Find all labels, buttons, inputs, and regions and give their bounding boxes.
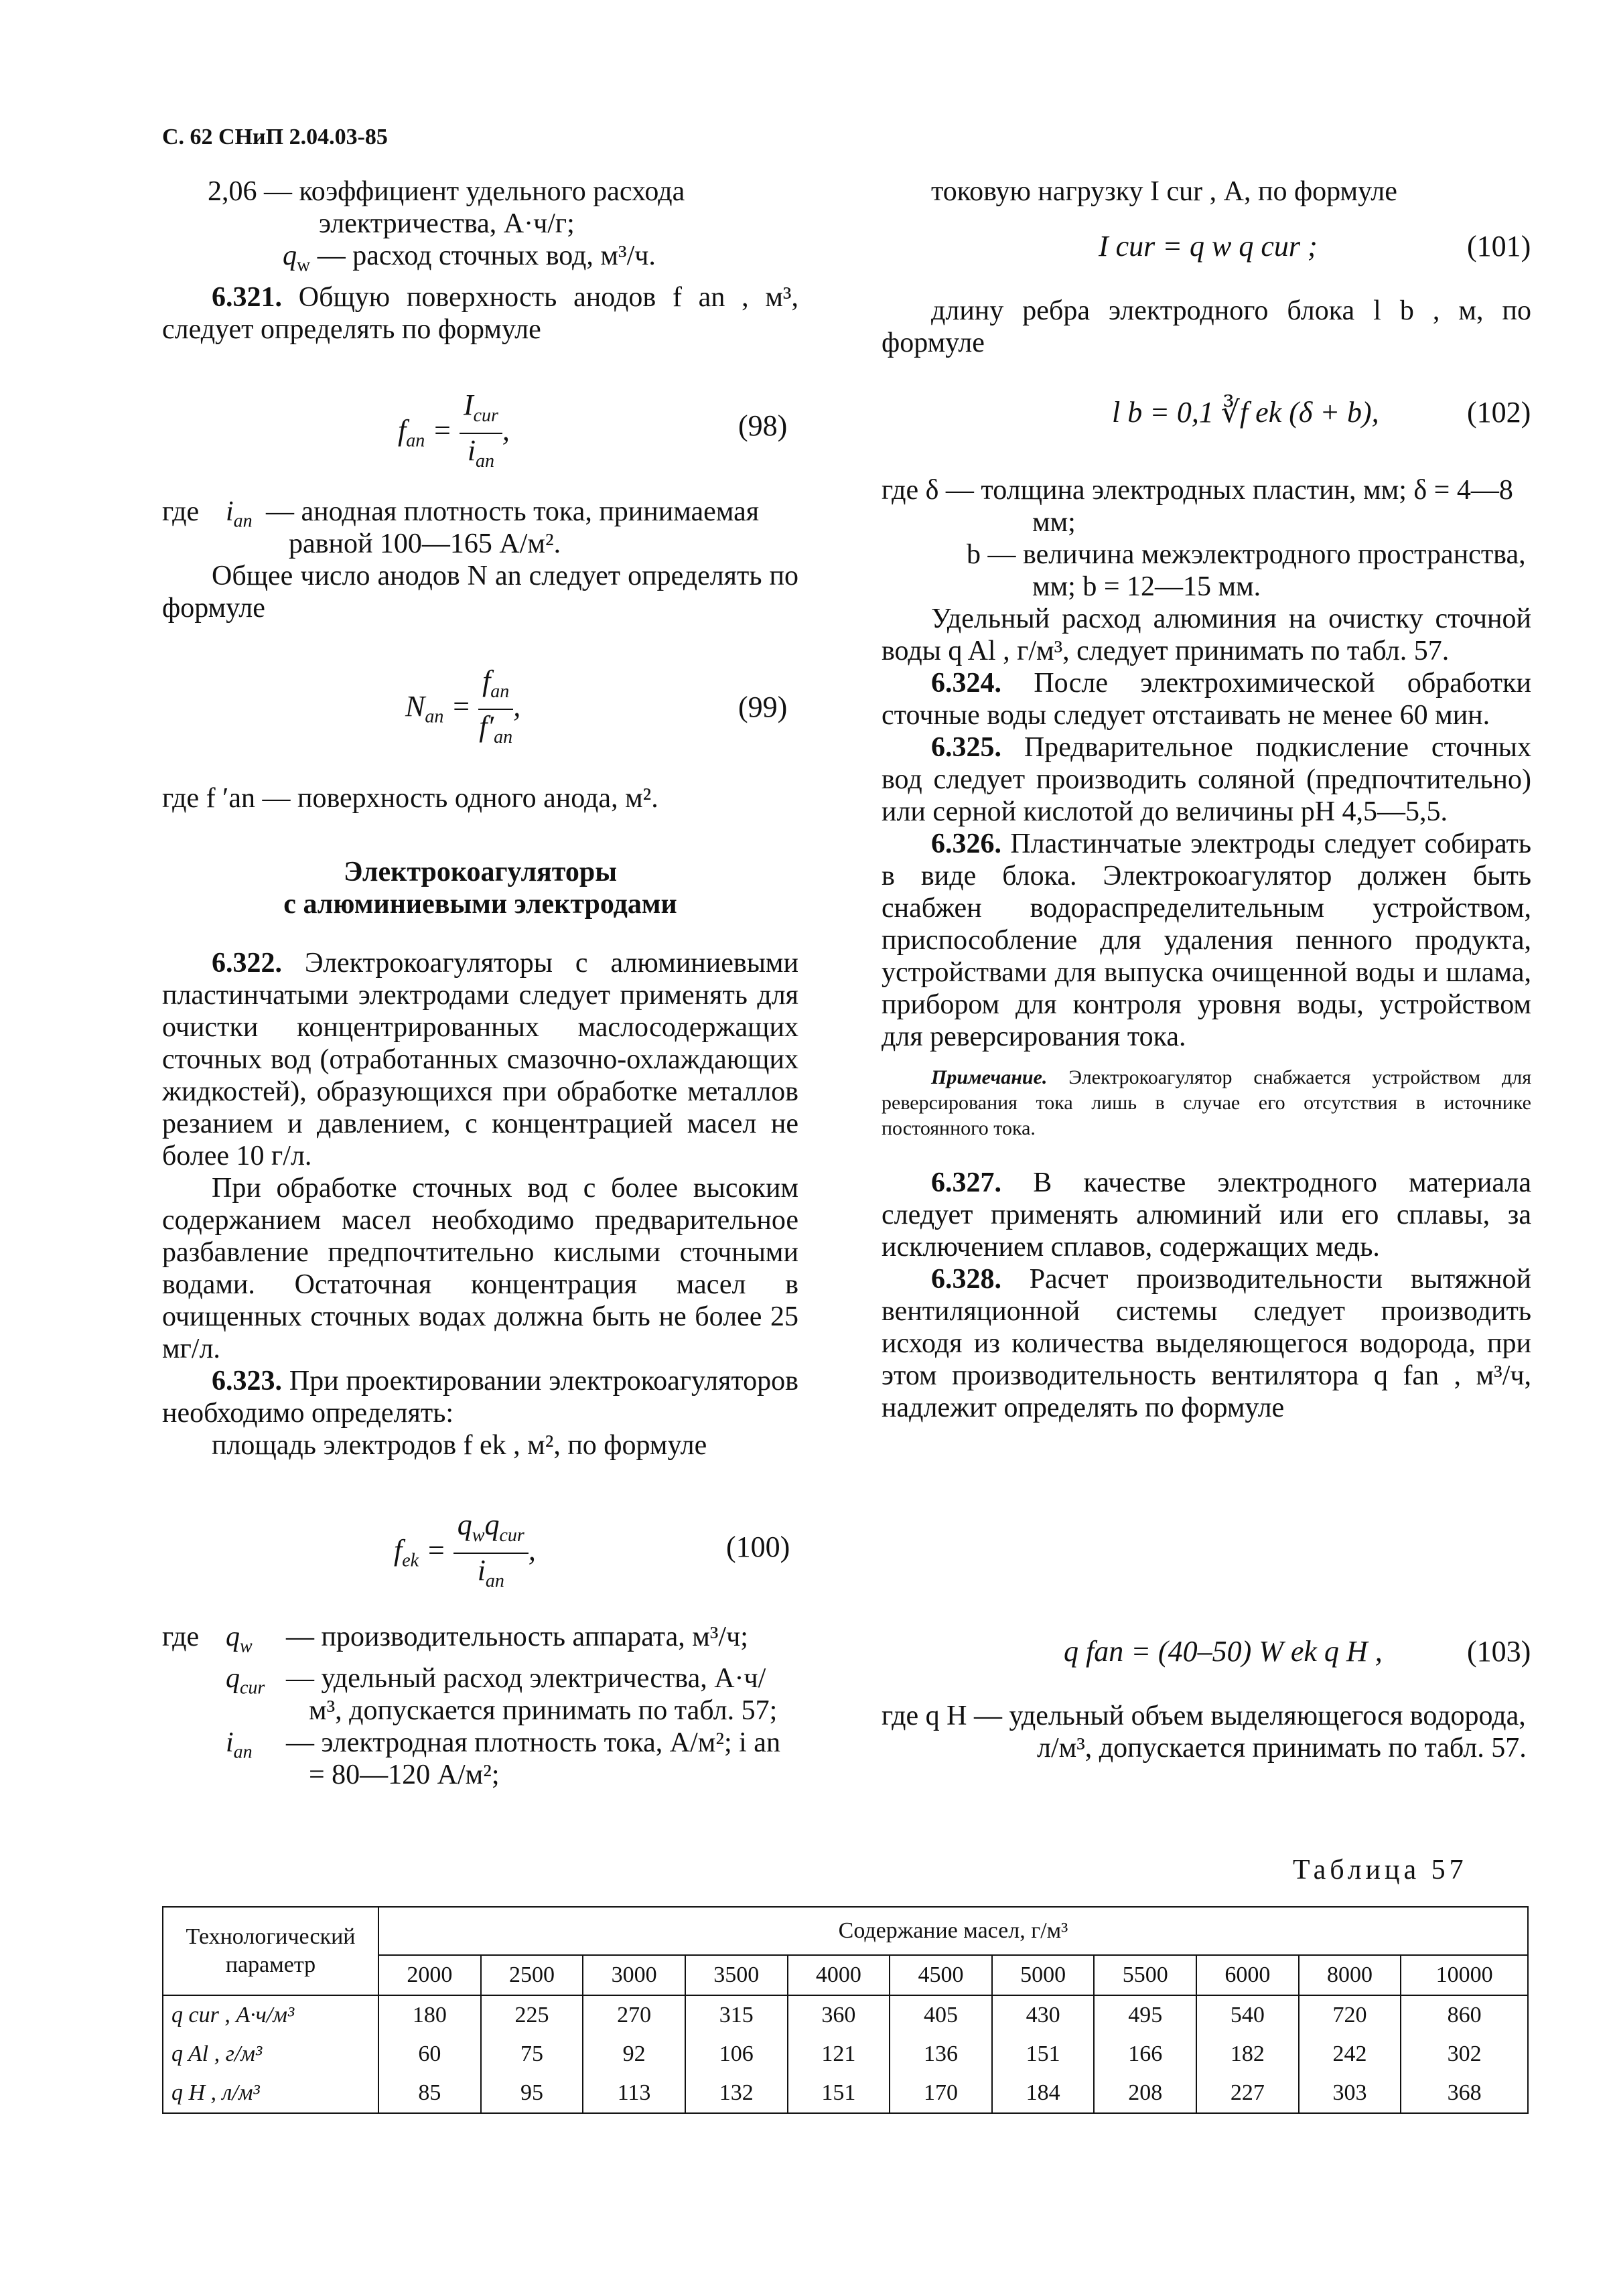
where-100: где $q_w$ — производительность аппарата, м³/ч; $q_{cur}$ — удельный расход электричества, А·ч/м³, допускается принимать по табл. 57; $i_{an}$ — электродная плотность тока, А/м²; i an = 80—120 А/м²; bbox=[162, 1622, 780, 1791]
para-6321: 6.321. Общую поверхность анодов f an , м³, следует определять по формуле bbox=[162, 282, 799, 346]
table-col-header: 3000 bbox=[583, 1955, 685, 1995]
para-6326: 6.326. Пластинчатые электроды следует собирать в виде блока. Электрокоагулятор должен быть снабжен водораспределительным устройством, приспособление для удаления пенного продукта, устройствами для выпуска очищенной воды и шлама, прибором для контроля уровня воды, устройством для реверсирования тока. bbox=[882, 829, 1532, 1052]
section-title: Электрокоагуляторы с алюминиевыми электродами bbox=[283, 857, 677, 920]
table-row bbox=[163, 2074, 1528, 2113]
left-body bbox=[162, 947, 798, 1461]
table-row-label: q cur , А·ч/м³ bbox=[163, 1995, 378, 2035]
def-qw: $q_w$ — расход сточных вод, м³/ч. bbox=[283, 240, 656, 276]
para-6325: 6.325. Предварительное подкисление сточных вод следует производить соляной (предпочтительно) или серной кислотой до величины pH 4,5—5,5. bbox=[882, 732, 1532, 827]
table-cell: 60 bbox=[378, 2035, 481, 2074]
formula-98: $f_{an}$ = $\frac{I_{cur}}{i_{an}}$ , bbox=[398, 388, 510, 472]
where-b: b — величина межэлектродного пространства, мм; b = 12—15 мм. bbox=[967, 539, 1526, 602]
table-cell: 151 bbox=[992, 2035, 1095, 2074]
table-cell: 227 bbox=[1196, 2074, 1299, 2113]
table-cell: 106 bbox=[685, 2035, 788, 2074]
table-cell: 720 bbox=[1299, 1995, 1401, 2035]
table-param-header: Технологический параметр bbox=[163, 1907, 378, 1995]
table-57 bbox=[162, 1906, 1529, 2114]
table-row bbox=[163, 2035, 1528, 2074]
table-col-header: 3500 bbox=[685, 1955, 788, 1995]
para-6327: 6.327. В качестве электродного материала следует применять алюминий или его сплавы, за исключением сплавов, содержащих медь. bbox=[882, 1167, 1532, 1263]
table-cell: 303 bbox=[1299, 2074, 1401, 2113]
table-cell: 136 bbox=[890, 2035, 992, 2074]
table-cell: 180 bbox=[378, 1995, 481, 2035]
table-col-header: 2500 bbox=[481, 1955, 583, 1995]
table-cell: 360 bbox=[788, 1995, 890, 2035]
para-6322-b: При обработке сточных вод с более высоким содержанием масел необходимо предварительное разбавление предпочтительно кислыми сточными водами. Остаточная концентрация масел в очищенных сточных водах должна быть не более 25 мг/л. bbox=[162, 1173, 798, 1364]
table-cell: 540 bbox=[1196, 1995, 1299, 2035]
para-6328: 6.328. Расчет производительности вытяжной вентиляционной системы следует производить исходя из количества выделяющегося водорода, при этом производительность вентилятора q fan , м³/ч, надлежит определять по формуле bbox=[882, 1264, 1531, 1423]
formula-101: I cur = q w q cur ; bbox=[1099, 230, 1318, 263]
table-row-label: q Al , г/м³ bbox=[163, 2035, 378, 2074]
table-cell: 860 bbox=[1401, 1995, 1528, 2035]
table-cell: 113 bbox=[583, 2074, 685, 2113]
table-cell: 92 bbox=[583, 2035, 685, 2074]
table-cell: 75 bbox=[481, 2035, 583, 2074]
where-qh: где q H — удельный объем выделяющегося водорода, л/м³, допускается принимать по табл. 57. bbox=[882, 1701, 1527, 1764]
formula-103-number: (103) bbox=[1467, 1635, 1531, 1668]
table-cell: 315 bbox=[685, 1995, 788, 2035]
right-top: токовую нагрузку I cur , А, по формуле bbox=[931, 176, 1397, 207]
where-delta: где δ — толщина электродных пластин, мм; δ = 4—8 мм; bbox=[882, 475, 1513, 538]
formula-100: $f_{ek}$ = $\frac{q_wq_{cur}}{i_{an}}$ , bbox=[394, 1508, 536, 1591]
table-row bbox=[163, 1995, 1528, 2035]
para-6324: 6.324. После электрохимической обработки сточные воды следует отстаивать не менее 60 мин. bbox=[882, 668, 1531, 731]
table-col-header: 4500 bbox=[890, 1955, 992, 1995]
table-cell: 495 bbox=[1094, 1995, 1196, 2035]
table-cell: 182 bbox=[1196, 2035, 1299, 2074]
table-cell: 302 bbox=[1401, 2035, 1528, 2074]
table-cell: 208 bbox=[1094, 2074, 1196, 2113]
table-cell: 132 bbox=[685, 2074, 788, 2113]
table-col-header: 5500 bbox=[1094, 1955, 1196, 1995]
edge-text: длину ребра электродного блока l b , м, по формуле bbox=[882, 295, 1531, 358]
table-col-header: 10000 bbox=[1401, 1955, 1528, 1995]
table-cell: 368 bbox=[1401, 2074, 1528, 2113]
table-cell: 151 bbox=[788, 2074, 890, 2113]
para-6322: 6.322. Электрокоагуляторы с алюминиевыми пластинчатыми электродами следует применять для очистки концентрированных маслосодержащих сточных вод (отработанных смазочно-охлаждающих жидкостей), образующихся при обработке металлов резанием и давлением, с концентрацией масел не более 10 г/л. bbox=[162, 948, 798, 1171]
table-cell: 95 bbox=[481, 2074, 583, 2113]
def-206: 2,06 — коэффициент удельного расхода электричества, А·ч/г; bbox=[208, 176, 685, 239]
table-col-header: 5000 bbox=[992, 1955, 1095, 1995]
table-cell: 121 bbox=[788, 2035, 890, 2074]
para-6323: 6.323. При проектировании электрокоагуляторов необходимо определять: bbox=[162, 1366, 799, 1429]
formula-100-number: (100) bbox=[726, 1530, 790, 1563]
formula-102-number: (102) bbox=[1467, 396, 1531, 429]
table-cell: 184 bbox=[992, 2074, 1095, 2113]
formula-98-number: (98) bbox=[738, 409, 788, 442]
table-cell: 270 bbox=[583, 1995, 685, 2035]
table-cell: 430 bbox=[992, 1995, 1095, 2035]
formula-99-number: (99) bbox=[738, 691, 788, 723]
table-cell: 170 bbox=[890, 2074, 992, 2113]
table-col-header: 8000 bbox=[1299, 1955, 1401, 1995]
formula-102: l b = 0,1 ∛f ek (δ + b), bbox=[1112, 396, 1379, 429]
table-cell: 405 bbox=[890, 1995, 992, 2035]
area-text: площадь электродов f ek , м², по формуле bbox=[212, 1430, 707, 1461]
al-text: Удельный расход алюминия на очистку сточной воды q Al , г/м³, следует принимать по табл. 57. bbox=[882, 603, 1531, 666]
table-row-label: q H , л/м³ bbox=[163, 2074, 378, 2113]
right-body bbox=[882, 474, 1531, 1424]
formula-103: q fan = (40–50) W ek q H , bbox=[1064, 1635, 1383, 1668]
table-col-header: 4000 bbox=[788, 1955, 890, 1995]
table-caption: Таблица 57 bbox=[1293, 1855, 1468, 1885]
table-cell: 225 bbox=[481, 1995, 583, 2035]
table-cell: 242 bbox=[1299, 2035, 1401, 2074]
table-cell: 166 bbox=[1094, 2035, 1196, 2074]
note: Примечание. Электрокоагулятор снабжается устройством для реверсирования тока лишь в случае его отсутствия в источнике постоянного тока. bbox=[882, 1066, 1531, 1139]
page-header: С. 62 СНиП 2.04.03-85 bbox=[162, 125, 388, 149]
where-ian: где $i_{an}$ — анодная плотность тока, принимаемая равной 100—165 А/м². Общее число анодов N an следует определять по формуле bbox=[162, 496, 798, 624]
table-group-header: Содержание масел, г/м³ bbox=[378, 1907, 1528, 1955]
table-col-header: 6000 bbox=[1196, 1955, 1299, 1995]
left-column bbox=[162, 175, 798, 346]
formula-101-number: (101) bbox=[1467, 230, 1531, 263]
formula-99: $N_{an}$ = $\frac{f_{an}}{f'_{an}}$ , bbox=[405, 664, 521, 747]
where-fan: где f ′an — поверхность одного анода, м². bbox=[162, 783, 658, 814]
table-col-header: 2000 bbox=[378, 1955, 481, 1995]
table-cell: 85 bbox=[378, 2074, 481, 2113]
nan-text: Общее число анодов N an следует определять по формуле bbox=[162, 561, 798, 624]
